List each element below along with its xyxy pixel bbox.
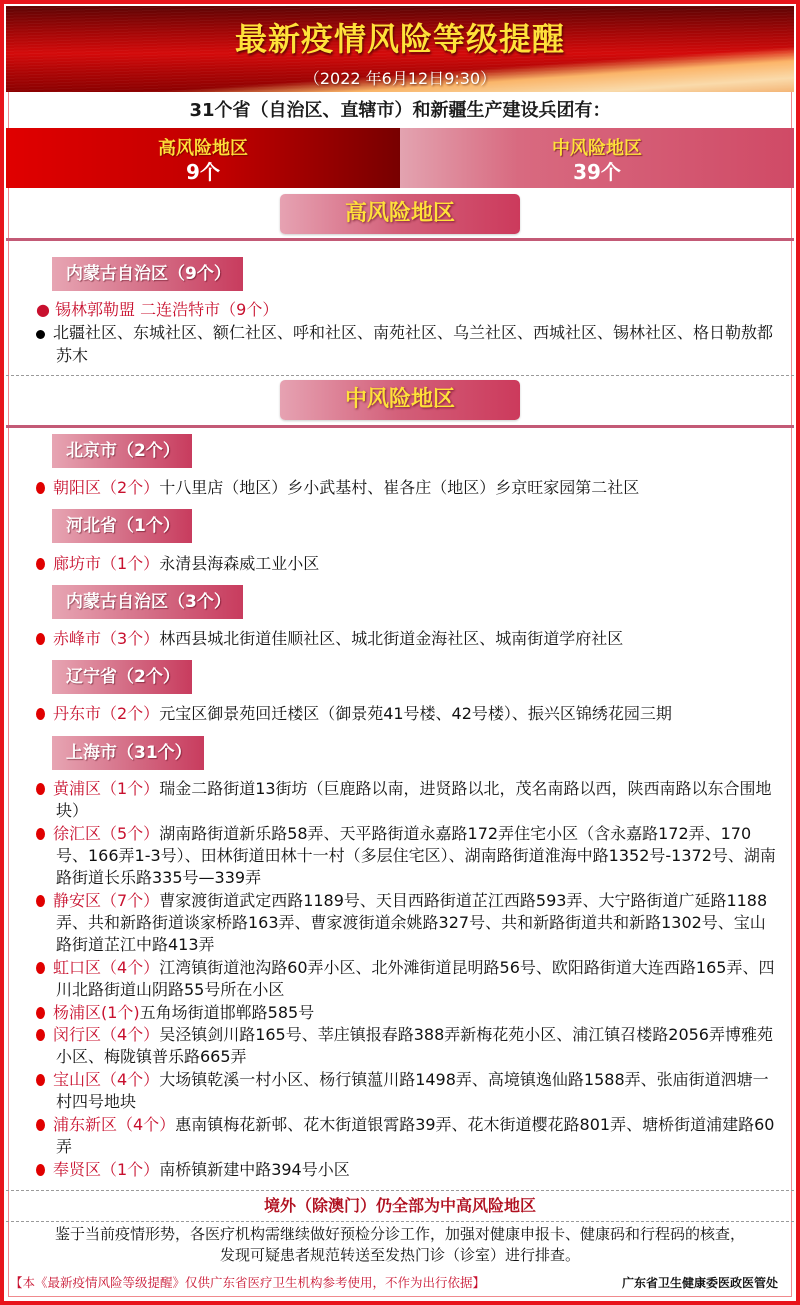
area-text: 曹家渡街道武定西路1189号、天目西路街道芷江西路593弄、大宁路街道广延路1188弄、共和新路街道谈家桥路163弄、曹家渡街道余姚路327号、共和新路街道共和新路1302号、宝山路街道芷江中路413弄 xyxy=(56,891,768,954)
city-name: 赤峰市（3个） xyxy=(53,629,160,648)
bullet-icon xyxy=(36,558,45,570)
city-name: 浦东新区（4个） xyxy=(53,1115,176,1134)
dotted-divider xyxy=(6,375,794,376)
medium-risk-summary xyxy=(400,128,794,188)
city-name: 奉贤区（1个） xyxy=(53,1160,160,1179)
city-entry xyxy=(36,890,778,956)
city-entry xyxy=(36,1002,778,1024)
high-risk-summary xyxy=(6,128,400,188)
province-tag: 内蒙古自治区（9个） xyxy=(52,257,243,291)
city-entry xyxy=(36,703,778,725)
bullet-icon xyxy=(36,783,45,795)
medium-risk-section-title: 中风险地区 xyxy=(280,380,520,420)
medium-risk-label: 中风险地区 xyxy=(552,138,642,159)
city-name: 杨浦区(1个) xyxy=(53,1003,140,1022)
area-text: 惠南镇梅花新邨、花木街道银霄路39弄、花木街道樱花路801弄、塘桥街道浦建路60弄 xyxy=(56,1115,775,1156)
medium-risk-count: 39个 xyxy=(573,160,621,184)
notice-line: 鉴于当前疫情形势，各医疗机构需继续做好预检分诊工作，加强对健康申报卡、健康码和行程码的核查， xyxy=(54,1225,745,1243)
bullet-icon xyxy=(36,1119,45,1131)
overseas-notice: 境外（除澳门）仍全部为中高风险地区 xyxy=(263,1196,536,1215)
city-entry xyxy=(36,1114,778,1158)
province-tag: 内蒙古自治区（3个） xyxy=(52,585,243,619)
city-name: 徐汇区（5个） xyxy=(53,824,160,843)
update-timestamp: （2022 年6月12日9:30） xyxy=(303,69,497,88)
area-text: 湖南路街道新乐路58弄、天平路街道永嘉路172弄住宅小区（含永嘉路172弄、170号、166弄1-3号）、田林街道田林十一村（多层住宅区）、湖南路街道淮海中路1352号-1372号、湖南路街道长乐路335号—339弄 xyxy=(56,824,776,887)
city-name: 闵行区（4个） xyxy=(53,1025,160,1044)
bullet-icon xyxy=(36,1029,45,1041)
bullet-icon xyxy=(36,1074,45,1086)
section-divider xyxy=(6,425,794,428)
area-text: 五角场街道邯郸路585号 xyxy=(139,1003,315,1022)
city-name: ● 锡林郭勒盟 二连浩特市（9个） xyxy=(36,300,279,319)
area-text: 大场镇乾溪一村小区、杨行镇蕰川路1498弄、高境镇逸仙路1588弄、张庙街道泗塘一村四号地块 xyxy=(56,1070,769,1111)
area-list xyxy=(36,321,786,367)
high-risk-section-title: 高风险地区 xyxy=(280,194,520,234)
area-text: 瑞金二路街道13街坊（巨鹿路以南，进贤路以北，茂名南路以西，陕西南路以东合围地块） xyxy=(56,779,772,820)
city-entry xyxy=(36,628,778,650)
dotted-divider xyxy=(6,1221,794,1222)
province-tag: 辽宁省（2个） xyxy=(52,660,192,694)
area-text: 南桥镇新建中路394号小区 xyxy=(159,1160,350,1179)
bullet-icon xyxy=(36,1007,45,1019)
city-name: 黄浦区（1个） xyxy=(53,779,160,798)
city-entry xyxy=(36,778,778,822)
bullet-icon xyxy=(36,330,45,339)
area-text: 林西县城北街道佳顺社区、城北街道金海社区、城南街道学府社区 xyxy=(159,629,624,648)
city-entry xyxy=(36,1024,778,1068)
city-name: 廊坊市（1个） xyxy=(53,554,160,573)
area-text: 十八里店（地区）乡小武基村、崔各庄（地区）乡京旺家园第二社区 xyxy=(159,478,640,497)
area-text: 江湾镇街道池沟路60弄小区、北外滩街道昆明路56号、欧阳路街道大连西路165弄、四川北路街道山阴路55号所在小区 xyxy=(56,958,775,999)
dotted-divider xyxy=(6,1190,794,1191)
disclaimer: 【本《最新疫情风险等级提醒》仅供广东省医疗卫生机构参考使用，不作为出行依据】 xyxy=(10,1275,486,1290)
area-text: 北疆社区、东城社区、额仁社区、呼和社区、南苑社区、乌兰社区、西城社区、锡林社区、格日勒敖都苏木 xyxy=(53,323,774,365)
city-entry xyxy=(36,1069,778,1113)
city-name: 朝阳区（2个） xyxy=(53,478,160,497)
area-text: 元宝区御景苑回迁楼区（御景苑41号楼、42号楼）、振兴区锦绣花园三期 xyxy=(159,704,672,723)
intro-heading: 31个省（自治区、直辖市）和新疆生产建设兵团有： xyxy=(189,100,611,121)
area-text: 永清县海森威工业小区 xyxy=(159,554,320,573)
notice-line: 发现可疑患者规范转送至发热门诊（诊室）进行排查。 xyxy=(219,1246,580,1264)
city-entry xyxy=(36,553,778,575)
page-title: 最新疫情风险等级提醒 xyxy=(234,20,565,58)
city-entry xyxy=(36,477,778,499)
high-risk-label: 高风险地区 xyxy=(158,138,248,159)
header-banner xyxy=(6,6,794,92)
risk-summary xyxy=(6,128,794,188)
medical-notice xyxy=(6,1224,794,1266)
province-tag: 河北省（1个） xyxy=(52,509,192,543)
city-entry xyxy=(36,957,778,1001)
city-entry xyxy=(36,1159,778,1181)
bullet-icon xyxy=(36,1164,45,1176)
issuing-agency: 广东省卫生健康委医政医管处 xyxy=(621,1276,778,1290)
city-name: 宝山区（4个） xyxy=(53,1070,160,1089)
bullet-icon xyxy=(36,895,45,907)
city-name: 虹口区（4个） xyxy=(53,958,160,977)
province-tag: 上海市（31个） xyxy=(52,736,204,770)
section-divider xyxy=(6,238,794,241)
bullet-icon xyxy=(36,633,45,645)
bullet-icon xyxy=(36,708,45,720)
bullet-icon xyxy=(36,828,45,840)
bullet-icon xyxy=(36,962,45,974)
city-name: 静安区（7个） xyxy=(53,891,160,910)
province-tag: 北京市（2个） xyxy=(52,434,192,468)
high-risk-count: 9个 xyxy=(186,160,220,184)
bullet-icon xyxy=(36,482,45,494)
city-entry xyxy=(36,823,778,889)
city-name: 丹东市（2个） xyxy=(53,704,160,723)
area-text: 吴泾镇剑川路165号、莘庄镇报春路388弄新梅花苑小区、浦江镇召楼路2056弄博雅苑小区、梅陇镇普乐路665弄 xyxy=(56,1025,773,1066)
city-line xyxy=(36,299,778,321)
